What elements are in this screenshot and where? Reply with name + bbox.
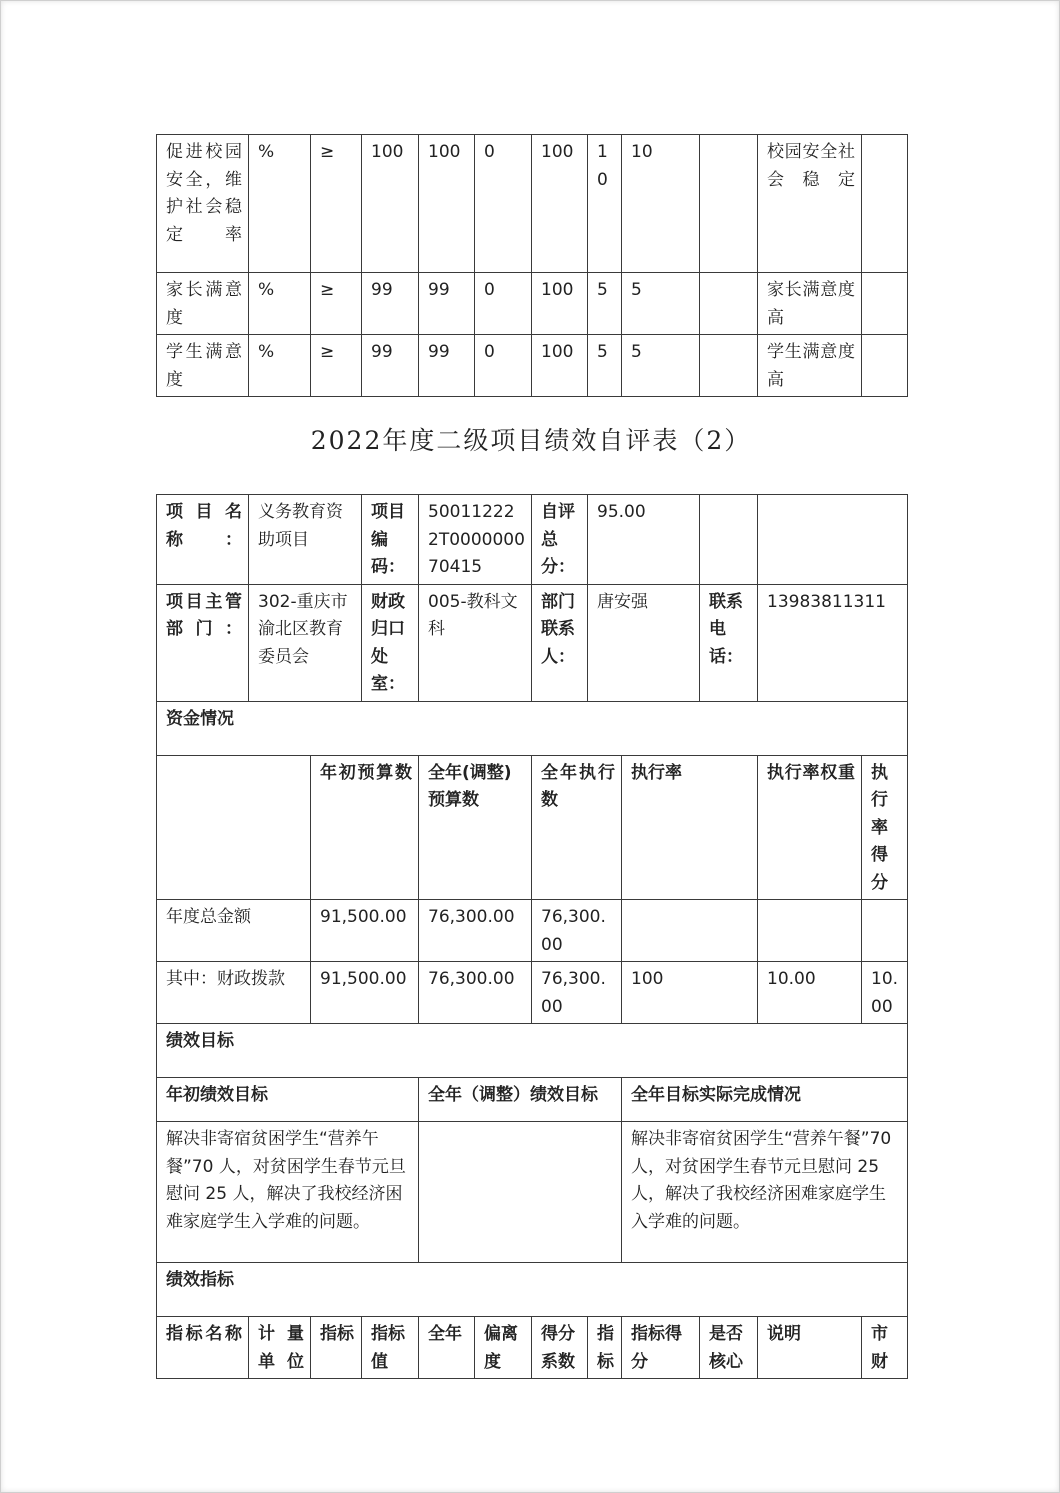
contact-value: 唐安强 — [588, 584, 700, 701]
initial-budget: 91,500.00 — [311, 900, 419, 962]
indicator-value-cell: 99 — [419, 273, 475, 335]
indicator-coef-cell: 100 — [532, 273, 588, 335]
indicator-name-cell: 家长满意度 — [157, 273, 249, 335]
initial-budget: 91,500.00 — [311, 962, 419, 1024]
indicator-value-cell: 100 — [419, 135, 475, 273]
funds-row-label: 年度总金额 — [157, 900, 311, 962]
project-name-label: 项目名称： — [157, 495, 249, 585]
indicator-table-continued — [156, 134, 908, 397]
actual-goal-header: 全年目标实际完成情况 — [622, 1078, 908, 1122]
funds-header-row — [157, 755, 908, 900]
page-title: 2022年度二级项目绩效自评表（2） — [310, 426, 752, 455]
indicator-score-cell: 5 — [622, 273, 700, 335]
indicator-coef-cell: 100 — [532, 335, 588, 397]
execution-rate: 100 — [622, 962, 758, 1024]
adjusted-goal-header: 全年（调整）绩效目标 — [419, 1078, 622, 1122]
indicator-note-cell: 校园安全社会稳定 — [758, 135, 862, 273]
indicator-op-cell: ≥ — [311, 335, 362, 397]
indicator-core-cell — [700, 335, 758, 397]
empty-cell — [758, 495, 908, 585]
project-code: 500112222T000000070415 — [419, 495, 532, 585]
indicator-weight-cell: 5 — [588, 335, 622, 397]
indicators-section-row — [157, 1263, 908, 1317]
self-score-label: 自评总分： — [532, 495, 588, 585]
adjusted-goal-text — [419, 1122, 622, 1263]
weight-header: 执行率权重 — [758, 755, 862, 900]
indicator-name-header: 指标名称 — [157, 1317, 249, 1379]
initial-goal-text: 解决非寄宿贫困学生“营养午餐”70 人，对贫困学生春节元旦慰问 25 人，解决了我校经济困难家庭学生入学难的问题。 — [157, 1122, 419, 1263]
indicator-target-cell: 100 — [362, 135, 419, 273]
indicator-note-cell: 学生满意度高 — [758, 335, 862, 397]
contact-label: 部门联系人： — [532, 584, 588, 701]
funds-section-row — [157, 701, 908, 755]
indicator-value-cell: 99 — [419, 335, 475, 397]
finance-value: 005-教科文科 — [419, 584, 532, 701]
indicator-note-cell: 家长满意度高 — [758, 273, 862, 335]
phone-label: 联系电话： — [700, 584, 758, 701]
indicator-weight-cell: 5 — [588, 273, 622, 335]
deviation-header: 偏离度 — [475, 1317, 532, 1379]
dept-label: 项目主管部门： — [157, 584, 249, 701]
rate-weight: 10.00 — [758, 962, 862, 1024]
phone-value: 13983811311 — [758, 584, 908, 701]
initial-goal-header: 年初绩效目标 — [157, 1078, 419, 1122]
indicator-row — [157, 335, 908, 397]
indicator-extra-cell — [862, 335, 908, 397]
project-code-label: 项目编码： — [362, 495, 419, 585]
indicator-core-cell — [700, 135, 758, 273]
indicator-extra-cell — [862, 273, 908, 335]
core-header: 是否核心 — [700, 1317, 758, 1379]
goals-content-row — [157, 1122, 908, 1263]
operator-header: 指标 — [311, 1317, 362, 1379]
indicator-unit-cell: % — [249, 273, 311, 335]
indicator-score-cell: 5 — [622, 335, 700, 397]
indicator-deviation-cell: 0 — [475, 135, 532, 273]
executed-amount: 76,300.00 — [532, 900, 622, 962]
note-header: 说明 — [758, 1317, 862, 1379]
funds-section-title: 资金情况 — [157, 701, 908, 755]
weight-header: 指标 — [588, 1317, 622, 1379]
adjusted-budget: 76,300.00 — [419, 962, 532, 1024]
adjusted-budget-header: 全年(调整)预算数 — [419, 755, 532, 900]
indicators-section-title: 绩效指标 — [157, 1263, 908, 1317]
execution-rate — [622, 900, 758, 962]
goals-header-row — [157, 1078, 908, 1122]
initial-budget-header: 年初预算数 — [311, 755, 419, 900]
project-name: 义务教育资助项目 — [249, 495, 362, 585]
rate-weight — [758, 900, 862, 962]
indicator-unit-cell: % — [249, 135, 311, 273]
goals-section-row — [157, 1024, 908, 1078]
indicator-name-cell: 促进校园安全，维护社会稳定率 — [157, 135, 249, 273]
self-score: 95.00 — [588, 495, 700, 585]
indicators-header-row — [157, 1317, 908, 1379]
adjusted-budget: 76,300.00 — [419, 900, 532, 962]
indicator-score-cell: 10 — [622, 135, 700, 273]
rate-header: 执行率 — [622, 755, 758, 900]
indicator-op-cell: ≥ — [311, 273, 362, 335]
project-info-row — [157, 495, 908, 585]
indicator-target-cell: 99 — [362, 273, 419, 335]
indicator-row — [157, 273, 908, 335]
funds-row — [157, 900, 908, 962]
dept-value: 302-重庆市渝北区教育委员会 — [249, 584, 362, 701]
full-year-header: 全年 — [419, 1317, 475, 1379]
funds-row-label: 其中：财政拨款 — [157, 962, 311, 1024]
actual-goal-text: 解决非寄宿贫困学生“营养午餐”70 人，对贫困学生春节元旦慰问 25 人，解决了我校经济困难家庭学生入学难的问题。 — [622, 1122, 908, 1263]
finance-label: 财政归口处室： — [362, 584, 419, 701]
target-value-header: 指标值 — [362, 1317, 419, 1379]
indicator-target-cell: 99 — [362, 335, 419, 397]
indicator-op-cell: ≥ — [311, 135, 362, 273]
rate-score: 10.00 — [862, 962, 908, 1024]
goals-section-title: 绩效目标 — [157, 1024, 908, 1078]
empty-cell — [700, 495, 758, 585]
indicator-row — [157, 135, 908, 273]
indicator-unit-cell: % — [249, 335, 311, 397]
rate-score — [862, 900, 908, 962]
indicator-coef-cell: 100 — [532, 135, 588, 273]
rate-score-header: 执行率得分 — [862, 755, 908, 900]
coefficient-header: 得分系数 — [532, 1317, 588, 1379]
project-self-evaluation-table — [156, 494, 908, 1379]
executed-header: 全年执行数 — [532, 755, 622, 900]
unit-header: 计量单位 — [249, 1317, 311, 1379]
indicator-deviation-cell: 0 — [475, 273, 532, 335]
project-dept-row — [157, 584, 908, 701]
indicator-deviation-cell: 0 — [475, 335, 532, 397]
indicator-core-cell — [700, 273, 758, 335]
indicator-extra-cell — [862, 135, 908, 273]
indicator-name-cell: 学生满意度 — [157, 335, 249, 397]
indicator-score-header: 指标得分 — [622, 1317, 700, 1379]
executed-amount: 76,300.00 — [532, 962, 622, 1024]
city-finance-header: 市财 — [862, 1317, 908, 1379]
empty-cell — [157, 755, 311, 900]
indicator-weight-cell: 10 — [588, 135, 622, 273]
funds-row — [157, 962, 908, 1024]
